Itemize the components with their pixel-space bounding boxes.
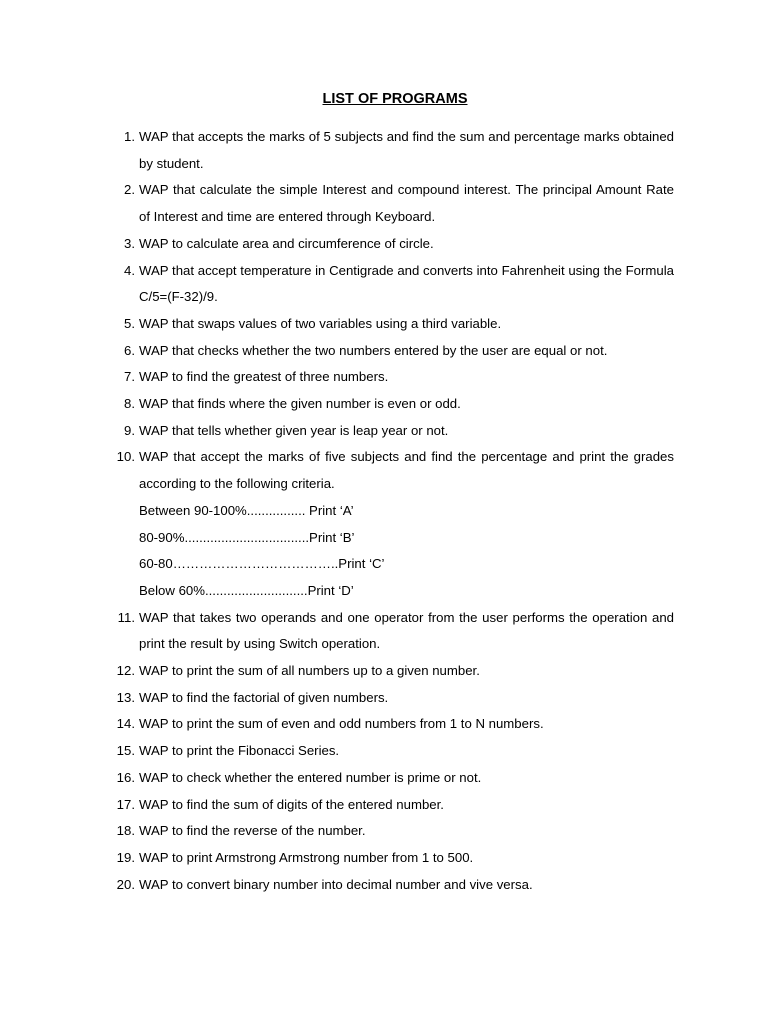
grade-criteria-line: Between 90-100%................ Print ‘A’ xyxy=(139,502,354,518)
item-number: 17. xyxy=(116,796,135,812)
item-number: 16. xyxy=(116,769,135,785)
item-number: 5. xyxy=(124,315,135,331)
page-title: LIST OF PROGRAMS xyxy=(322,91,468,107)
grade-criteria-line: 80-90%..................................Print ‘B’ xyxy=(139,529,355,545)
list-item xyxy=(108,338,674,365)
list-item xyxy=(108,391,674,418)
item-text: WAP to print the sum of even and odd numbers from 1 to N numbers. xyxy=(139,716,544,732)
item-text: WAP that swaps values of two variables using a third variable. xyxy=(139,315,502,331)
item-text: WAP that checks whether the two numbers entered by the user are equal or not. xyxy=(139,342,608,358)
item-number: 9. xyxy=(124,422,135,438)
item-number: 12. xyxy=(116,663,135,679)
item-number: 10. xyxy=(116,449,135,465)
item-number: 19. xyxy=(116,849,135,865)
list-item xyxy=(108,124,674,177)
item-number: 3. xyxy=(124,235,135,251)
item-number: 6. xyxy=(124,342,135,358)
list-item xyxy=(108,711,674,738)
grade-criteria-line: Below 60%............................Print ‘D’ xyxy=(139,582,354,598)
item-text: WAP to find the reverse of the number. xyxy=(139,823,366,839)
item-text: WAP that finds where the given number is even or odd. xyxy=(139,396,461,412)
item-text: WAP that accept the marks of five subjects and find the percentage and print the grades according to the following criteria. xyxy=(139,449,674,492)
item-text: WAP that calculate the simple Interest and compound interest. The principal Amount Rate of Interest and time are entered through Keyboard. xyxy=(139,182,674,225)
item-text: WAP that takes two operands and one operator from the user performs the operation and print the result by using Switch operation. xyxy=(139,609,674,652)
item-number: 7. xyxy=(124,369,135,385)
list-item xyxy=(108,685,674,712)
list-item xyxy=(108,818,674,845)
item-number: 20. xyxy=(116,876,135,892)
item-text: WAP that accepts the marks of 5 subjects and find the sum and percentage marks obtained by student. xyxy=(139,129,674,171)
list-item xyxy=(108,364,674,391)
item-text: WAP to check whether the entered number is prime or not. xyxy=(139,769,482,785)
item-number: 14. xyxy=(116,716,135,732)
item-text: WAP to print the sum of all numbers up to a given number. xyxy=(139,663,480,679)
list-item xyxy=(108,605,674,658)
item-text: WAP to find the sum of digits of the entered number. xyxy=(139,796,444,812)
list-item xyxy=(108,231,674,258)
list-item xyxy=(108,792,674,819)
item-number: 11. xyxy=(117,609,135,625)
list-item xyxy=(108,872,674,899)
item-text: WAP to calculate area and circumference of circle. xyxy=(139,235,434,251)
item-number: 1. xyxy=(124,129,135,144)
item-number: 18. xyxy=(116,823,135,839)
list-item xyxy=(108,258,674,311)
item-number: 13. xyxy=(116,689,135,705)
list-item xyxy=(108,177,674,230)
item-text: WAP to find the factorial of given numbers. xyxy=(139,689,389,705)
item-text: WAP that accept temperature in Centigrade and converts into Fahrenheit using the Formula C/5=(F-32)/9. xyxy=(139,262,674,305)
item-number: 8. xyxy=(124,396,135,412)
item-text: WAP to print Armstrong Armstrong number from 1 to 500. xyxy=(139,849,474,865)
program-list xyxy=(108,124,674,898)
list-item xyxy=(108,658,674,685)
item-text: WAP to find the greatest of three numbers. xyxy=(139,369,389,385)
list-item xyxy=(108,845,674,872)
item-text: WAP that tells whether given year is leap year or not. xyxy=(139,422,449,438)
list-item xyxy=(108,738,674,765)
list-item xyxy=(108,765,674,792)
item-number: 15. xyxy=(116,743,135,759)
item-text: WAP to convert binary number into decimal number and vive versa. xyxy=(139,876,533,892)
list-item xyxy=(108,444,674,604)
grade-criteria-line: 60-80………………………………..Print ‘C’ xyxy=(139,556,385,572)
item-number: 4. xyxy=(124,262,135,278)
item-number: 2. xyxy=(124,182,135,198)
item-text: WAP to print the Fibonacci Series. xyxy=(139,743,340,759)
list-item xyxy=(108,311,674,338)
list-item xyxy=(108,418,674,445)
